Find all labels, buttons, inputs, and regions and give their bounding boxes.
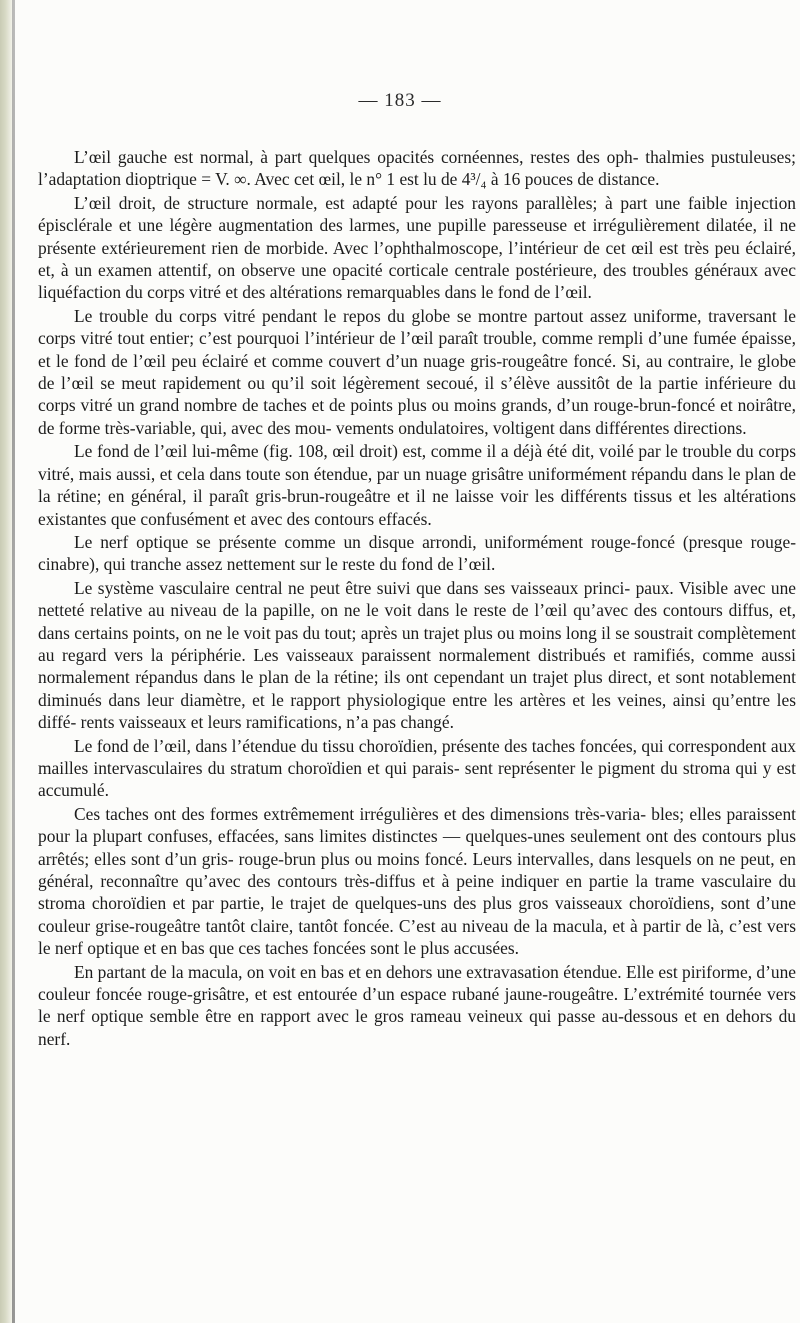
- page-number: — 183 —: [358, 90, 442, 111]
- page-binding-edge: [12, 0, 15, 1323]
- paragraph-vascular-system: Le système vasculaire central ne peut être suivi que dans ses vaisseaux princi- paux. Visible avec une netteté relative au niveau de la papille, on ne le voit dans le reste de l’œil qu’avec des contours diffus, et, dans certains points, on ne le voit pas du tout; après un trajet plus ou moins long il se soustrait complètement au regard vers la périphérie. Les vaisseaux paraissent normalement distribués et ramifiés, comme aussi normalement répandus dans le plan de la rétine; ils ont cependant un trajet plus direct, et sont notablement diminués dans leur diamètre, et le rapport physiologique entre les artères et les veines, ainsi qu’entre les diffé- rents vaisseaux et leurs ramifications, n’a pas changé.: [38, 577, 796, 733]
- paragraph-spots: Ces taches ont des formes extrêmement irrégulières et des dimensions très-varia- bles; elles paraissent pour la plupart confuses, effacées, sans limites distinctes — quelques-unes seulement ont des contours plus arrêtés; elles sont d’un gris- rouge-brun plus ou moins foncé. Leurs intervalles, dans lesquels on ne peut, en général, reconnaître qu’avec des contours très-diffus et à peine indiquer en partie la trame vasculaire du stroma choroïdien et par partie, le trajet de quelques-uns des plus gros vaisseaux choroïdiens, sont d’une couleur grise-rougeâtre tantôt claire, tantôt foncée. C’est au niveau de la macula, et à partir de là, c’est vers le nerf optique et en bas que ces taches foncées sont le plus accusées.: [38, 803, 796, 959]
- paragraph-macula: En partant de la macula, on voit en bas et en dehors une extravasation étendue. Elle est piriforme, d’une couleur foncée rouge-grisâtre, et est entourée d’un espace rubané jaune-rougeâtre. L’extrémité tournée vers le nerf optique semble être en rapport avec le gros rameau veineux qui passe au-dessous et en dehors du nerf.: [38, 961, 796, 1049]
- paragraph-optic-nerve: Le nerf optique se présente comme un disque arrondi, uniformément rouge-foncé (presque rouge-cinabre), qui tranche assez nettement sur le reste du fond de l’œil.: [38, 531, 796, 575]
- paragraph-fundus: Le fond de l’œil lui-même (fig. 108, œil droit) est, comme il a déjà été dit, voilé par le trouble du corps vitré, mais aussi, et cela dans toute son étendue, par un nuage grisâtre uniformément répandu dans le plan de la rétine; en général, il paraît gris-brun-rougeâtre et il ne laisse voir les différents tissus et les altérations existantes que confusément et avec des contours effacés.: [38, 441, 796, 529]
- paragraph-left-eye: L’œil gauche est normal, à part quelques opacités cornéennes, restes des oph- thalmies pustuleuses; l’adaptation dioptrique = V. ∞. Avec cet œil, le n° 1 est lu de 4³/₄ à 16 pouces de distance.: [38, 147, 796, 190]
- paragraph-right-eye: L’œil droit, de structure normale, est adapté pour les rayons parallèles; à part une faible injection épisclérale et une légère augmentation des larmes, une pupille paresseuse et irrégulièrement dilatée, il ne présente extérieurement rien de morbide. Avec l’ophthalmoscope, l’intérieur de cet œil est très peu éclairé, et, à un examen attentif, on observe une opacité corticale centrale postérieure, des troubles généraux avec liquéfaction du corps vitré et des altérations remarquables dans le fond de l’œil.: [38, 192, 796, 303]
- paragraph-vitreous-body: Le trouble du corps vitré pendant le repos du globe se montre partout assez uniforme, traversant le corps vitré tout entier; c’est pourquoi l’intérieur de l’œil paraît trouble, comme rempli d’une fumée épaisse, et le fond de l’œil peu éclairé et comme couvert d’un nuage gris-rougeâtre foncé. Si, au contraire, le globe de l’œil se meut rapidement ou qu’il soit légèrement secoué, il s’élève aussitôt de la partie inférieure du corps vitré un grand nombre de taches et de points plus ou moins grands, d’un rouge-brun-foncé et noirâtre, de forme très-variable, qui, avec des mou- vements ondulatoires, voltigent dans différentes directions.: [38, 305, 796, 438]
- body-text: [38, 146, 796, 1050]
- paragraph-choroid: Le fond de l’œil, dans l’étendue du tissu choroïdien, présente des taches foncées, qui correspondent aux mailles intervasculaires du stratum choroïdien et qui parais- sent représenter le pigment du stroma qui y est accumulé.: [38, 735, 796, 801]
